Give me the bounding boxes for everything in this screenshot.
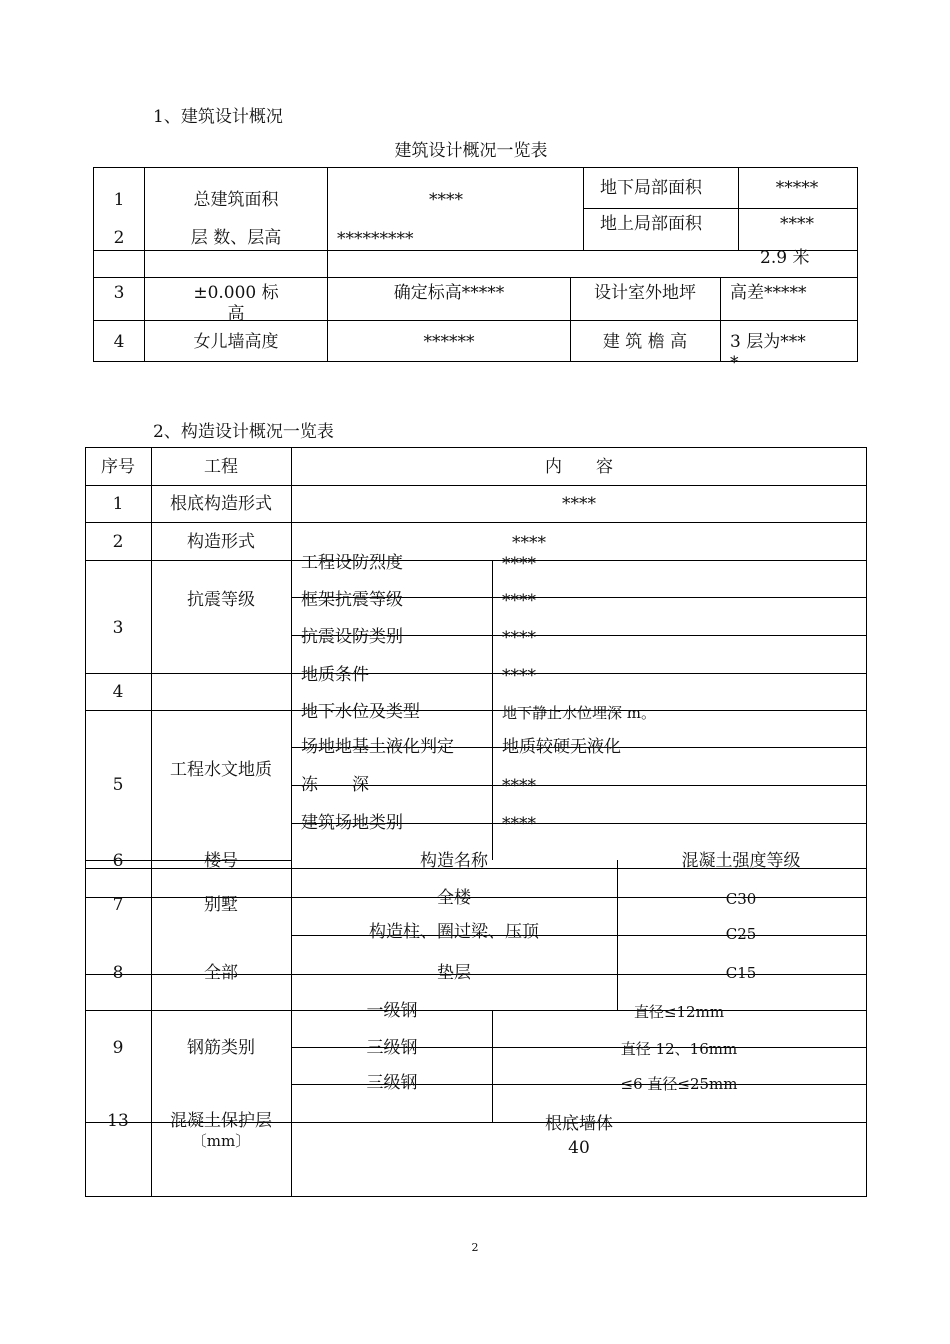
- eave-height-value-line2: *: [730, 353, 739, 373]
- section2-heading: 2、构造设计概况一览表: [153, 422, 334, 442]
- row-num: 5: [112, 775, 124, 795]
- elevation-label-line1: ±0.000 标: [193, 283, 279, 303]
- pair-value: ****: [502, 628, 536, 648]
- row-num: 13: [107, 1111, 129, 1131]
- pair-label: 冻 深: [301, 775, 369, 795]
- concrete-cover-label-line1: 混凝土保护层: [170, 1111, 272, 1131]
- grade-c30: C30: [725, 890, 757, 908]
- building-no-header: 楼号: [204, 851, 238, 871]
- rebar-type: 三级钢: [366, 1073, 418, 1093]
- pair-label: 地质条件: [301, 665, 369, 685]
- underground-area-label: 地下局部面积: [600, 178, 702, 198]
- rebar-diameter: 直径≤12mm: [633, 1003, 725, 1021]
- column-beam-label: 构造柱、圈过梁、压顶: [369, 922, 539, 942]
- total-area-label: 总建筑面积: [193, 190, 279, 210]
- grade-c15: C15: [725, 964, 757, 982]
- pair-label: 建筑场地类别: [301, 813, 403, 833]
- foundation-wall-label: 根底墙体: [545, 1114, 613, 1134]
- whole-building-label: 全楼: [437, 888, 471, 908]
- structure-type-label: 构造形式: [187, 532, 255, 552]
- structure-type-value: ****: [512, 533, 546, 553]
- pair-value: ****: [502, 776, 536, 796]
- concrete-cover-label-line2: 〔mm〕: [191, 1132, 251, 1150]
- pair-value: ****: [502, 814, 536, 834]
- eave-height-value-line1: 3 层为***: [730, 332, 806, 352]
- row-num: 1: [113, 190, 125, 210]
- row-num: 2: [113, 228, 125, 248]
- grade-c25: C25: [725, 925, 757, 943]
- floors-height-value: *********: [337, 229, 414, 249]
- rebar-type: 三级钢: [366, 1038, 418, 1058]
- row-num: 6: [112, 851, 124, 871]
- underground-area-value: *****: [775, 178, 819, 198]
- row-num: 7: [112, 895, 124, 915]
- pair-value: ****: [502, 591, 536, 611]
- pair-label: 地下水位及类型: [301, 702, 420, 722]
- total-area-value: ****: [429, 190, 463, 210]
- pair-value: ****: [502, 666, 536, 686]
- row-num: 3: [113, 283, 125, 303]
- outdoor-grade-label: 设计室外地坪: [594, 283, 696, 303]
- row-num: 4: [113, 332, 125, 352]
- cover-value: 40: [568, 1138, 590, 1158]
- header-item: 工程: [204, 457, 238, 477]
- aboveground-area-label: 地上局部面积: [600, 214, 702, 234]
- row-num: 9: [112, 1038, 124, 1058]
- pair-label: 框架抗震等级: [301, 590, 403, 610]
- row-num: 3: [112, 618, 124, 638]
- rebar-diameter: ≤6 直径≤25mm: [620, 1075, 738, 1093]
- row-num: 8: [112, 963, 124, 983]
- floor-height-extra: 2.9 米: [760, 248, 810, 268]
- pair-value: 地下静止水位埋深 m。: [502, 704, 656, 722]
- aboveground-area-value: ****: [780, 214, 814, 234]
- cushion-layer-label: 垫层: [437, 963, 471, 983]
- all-label: 全部: [204, 963, 238, 983]
- villa-label: 别墅: [204, 895, 238, 915]
- concrete-grade-header: 混凝土强度等级: [681, 851, 801, 871]
- pair-label: 工程设防烈度: [301, 553, 403, 573]
- page-number: 2: [471, 1241, 479, 1254]
- pair-value: ****: [502, 554, 536, 574]
- hydrogeology-label: 工程水文地质: [170, 760, 272, 780]
- rebar-type: 一级钢: [366, 1001, 418, 1021]
- seismic-grade-label: 抗震等级: [187, 590, 255, 610]
- elevation-label-line2: 高: [227, 304, 245, 324]
- row-num: 1: [112, 494, 124, 514]
- pair-label: 场地地基土液化判定: [301, 737, 454, 757]
- component-name-header: 构造名称: [420, 851, 488, 871]
- section1-heading: 1、建筑设计概况: [153, 107, 283, 127]
- floors-height-label: 层 数、层高: [190, 228, 282, 248]
- header-num: 序号: [101, 457, 135, 477]
- pair-label: 抗震设防类别: [301, 627, 403, 647]
- eave-height-label: 建 筑 檐 高: [602, 332, 688, 352]
- rebar-type-label: 钢筋类别: [187, 1038, 255, 1058]
- parapet-height-value: ******: [423, 332, 475, 352]
- foundation-type-label: 根底构造形式: [170, 494, 272, 514]
- parapet-height-label: 女儿墙高度: [193, 332, 279, 352]
- section1-table-title: 建筑设计概况一览表: [394, 141, 548, 161]
- outdoor-grade-value: 高差*****: [730, 283, 807, 303]
- header-content: 内 容: [545, 457, 613, 477]
- row-num: 4: [112, 682, 124, 702]
- rebar-diameter: 直径 12、16mm: [620, 1040, 738, 1058]
- row-num: 2: [112, 532, 124, 552]
- elevation-value: 确定标高*****: [393, 283, 505, 303]
- pair-value: 地质较硬无液化: [502, 737, 621, 757]
- foundation-type-value: ****: [562, 494, 596, 514]
